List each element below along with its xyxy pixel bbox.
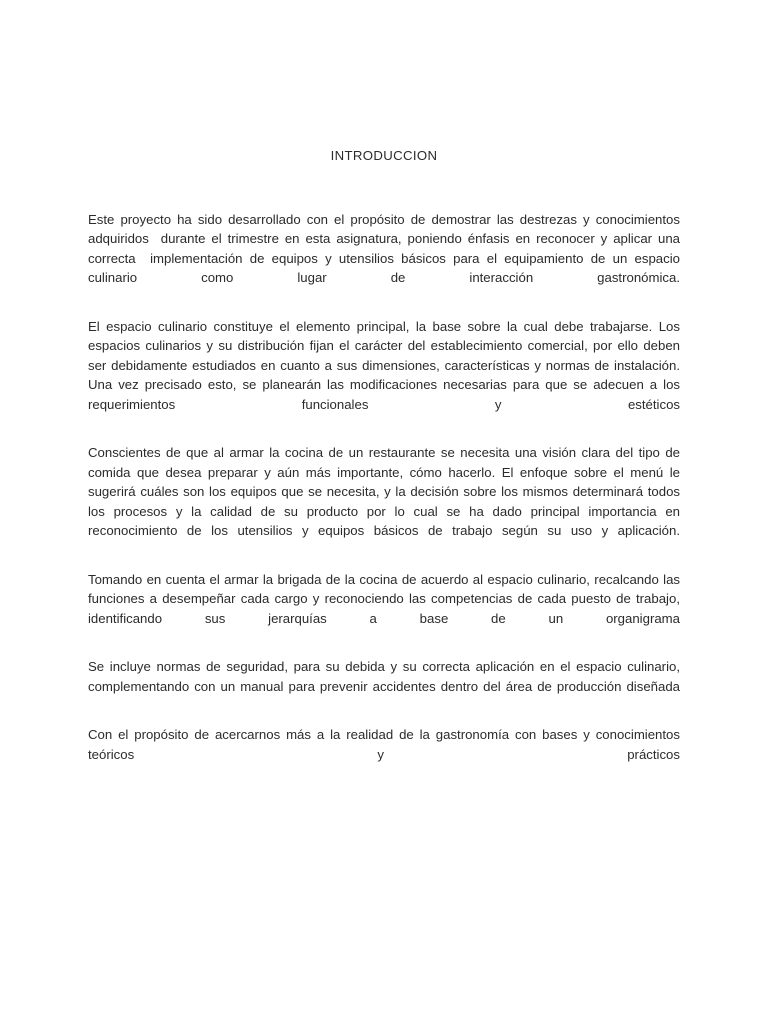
page-title: INTRODUCCION [330, 148, 438, 163]
paragraph-6: Con el propósito de acercarnos más a la realidad de la gastronomía con bases y conocimientos teóricos y prácticos [88, 727, 684, 762]
paragraph-3: Conscientes de que al armar la cocina de un restaurante se necesita una visión clara del tipo de comida que desea preparar y aún más importante, cómo hacerlo. El enfoque sobre el menú le sugerirá cuáles son los equipos que se necesita, y la decisión sobre los mismos determinará todos los procesos y la calidad de su producto por lo cual se ha dado principal importancia en reconocimiento de los utensilios y equipos básicos de trabajo según su uso y aplicación. [88, 445, 684, 538]
paragraph-1: Este proyecto ha sido desarrollado con el propósito de demostrar las destrezas y conocimientos adquiridos durante el trimestre en esta asignatura, poniendo énfasis en reconocer y aplicar una correcta implementación de equipos y utensilios básicos para el equipamiento de un espacio culinario como lugar de interacción gastronómica. [88, 211, 684, 285]
paragraph-2: El espacio culinario constituye el elemento principal, la base sobre la cual debe trabajarse. Los espacios culinarios y su distribución fijan el carácter del establecimiento comercial, por ello deben ser debidamente estudiados en cuanto a sus dimensiones, características y normas de instalación. Una vez precisado esto, se planearán las modificaciones necesarias para que se adecuen a los requerimientos funcionales y estéticos [88, 318, 684, 412]
paragraph-4: Tomando en cuenta el armar la brigada de la cocina de acuerdo al espacio culinario, recalcando las funciones a desempeñar cada cargo y reconociendo las competencias de cada puesto de trabajo, identificando sus jerarquías a base de un organigrama [88, 571, 684, 626]
document-body [88, 0, 684, 784]
paragraph-5: Se incluye normas de seguridad, para su debida y su correcta aplicación en el espacio culinario, complementando con un manual para prevenir accidentes dentro del área de producción diseñada [88, 659, 684, 694]
